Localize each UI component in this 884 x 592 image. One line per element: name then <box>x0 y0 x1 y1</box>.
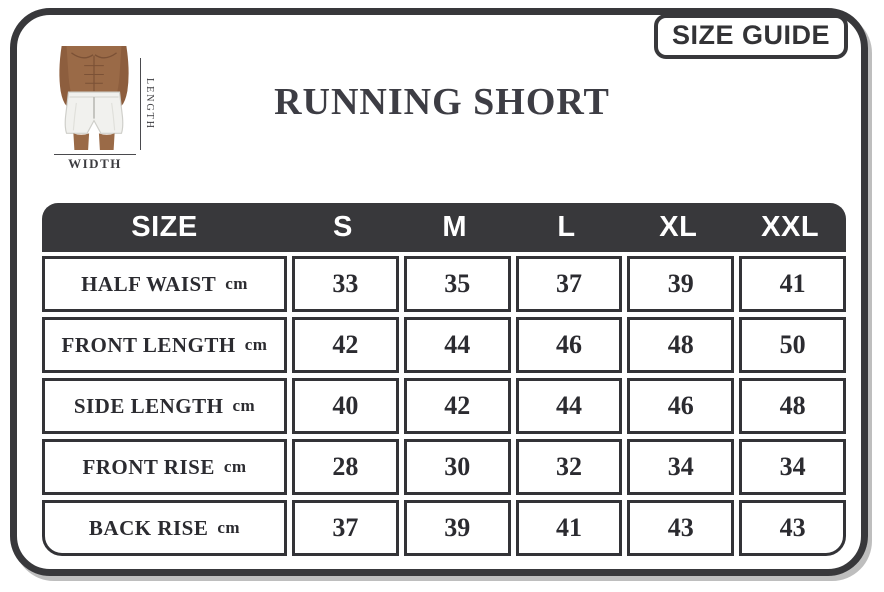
width-measure-line <box>54 154 136 155</box>
value-cell: 35 <box>404 256 511 312</box>
shorts-model-image <box>54 46 134 150</box>
measure-unit: cm <box>225 274 248 293</box>
header-cell-size: SIZE <box>131 211 198 243</box>
table-row-side-length <box>42 378 846 434</box>
value-cell: 44 <box>516 378 623 434</box>
measure-unit: cm <box>232 396 256 415</box>
value-cell: 46 <box>516 317 623 373</box>
value-cell: 42 <box>404 378 511 434</box>
value-cell: 28 <box>292 439 399 495</box>
value-cell: 43 <box>627 500 734 556</box>
measurement-diagram <box>54 44 164 172</box>
header-cell-xl: XL <box>659 211 698 243</box>
measure-name: BACK RISE <box>88 515 209 540</box>
value-cell: 32 <box>516 439 623 495</box>
row-label <box>42 256 287 312</box>
row-label <box>42 317 287 373</box>
row-label <box>42 439 287 495</box>
row-label <box>42 500 287 556</box>
row-label <box>42 378 287 434</box>
measure-unit: cm <box>244 335 268 354</box>
value-cell: 33 <box>292 256 399 312</box>
value-cell: 39 <box>404 500 511 556</box>
measure-name: FRONT LENGTH <box>61 332 236 357</box>
value-cell: 34 <box>739 439 846 495</box>
value-cell: 48 <box>739 378 846 434</box>
size-chart-table <box>42 203 846 556</box>
header-cell-s: S <box>332 211 353 243</box>
table-row-half-waist <box>42 256 846 312</box>
header-cell-xxl: XXL <box>761 211 820 243</box>
table-row-front-rise <box>42 439 846 495</box>
value-cell: 48 <box>627 317 734 373</box>
measure-name: SIDE LENGTH <box>73 393 224 418</box>
header-cell-m: M <box>442 211 468 243</box>
value-cell: 34 <box>627 439 734 495</box>
value-cell: 37 <box>516 256 623 312</box>
value-cell: 42 <box>292 317 399 373</box>
measure-name: HALF WAIST <box>81 271 217 296</box>
value-cell: 37 <box>292 500 399 556</box>
table-row-front-length <box>42 317 846 373</box>
value-cell: 40 <box>292 378 399 434</box>
width-label: WIDTH <box>68 156 122 171</box>
value-cell: 41 <box>739 256 846 312</box>
value-cell: 44 <box>404 317 511 373</box>
value-cell: 43 <box>739 500 846 556</box>
value-cell: 39 <box>627 256 734 312</box>
length-label: LENGTH <box>144 78 155 130</box>
value-cell: 50 <box>739 317 846 373</box>
length-measure-line <box>140 58 141 150</box>
table-body <box>42 256 846 556</box>
product-title: RUNNING SHORT <box>274 81 610 123</box>
measure-unit: cm <box>223 457 247 476</box>
size-guide-badge: SIZE GUIDE <box>654 14 848 59</box>
table-header-row <box>42 203 846 252</box>
measure-name: FRONT RISE <box>82 454 215 479</box>
value-cell: 46 <box>627 378 734 434</box>
measure-unit: cm <box>217 518 241 537</box>
header-cell-l: L <box>557 211 576 243</box>
value-cell: 41 <box>516 500 623 556</box>
value-cell: 30 <box>404 439 511 495</box>
table-row-back-rise <box>42 500 846 556</box>
